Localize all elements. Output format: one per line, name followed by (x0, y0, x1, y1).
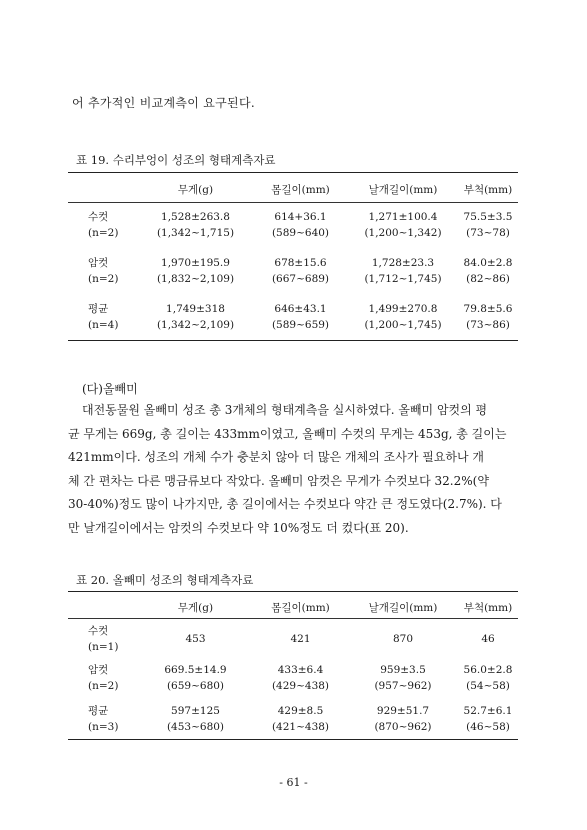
paragraph-line: 균 무게는 669g, 총 길이는 433mm이였고, 올빼미 수컷의 무게는 453g, 총 길이는 (68, 426, 507, 441)
table20-cell: 433±6.4 (429~438) (271, 664, 330, 692)
table20-row-label: 수컷 (n=1) (88, 625, 119, 653)
table20-cell: 46 (481, 633, 495, 645)
table20-caption: 표 20. 올빼미 성조의 형태계측자료 (76, 573, 254, 587)
table20-header-body-length: 몸길이(mm) (271, 602, 330, 614)
table20-cell: 421 (290, 633, 311, 645)
table19-header-weight: 무게(g) (177, 184, 214, 196)
table20-cell: 52.7±6.1 (46~58) (463, 705, 513, 733)
paragraph-line: 체 간 편차는 다른 맹금류보다 작았다. 올빼미 암컷은 무게가 수컷보다 32.2%(약 (68, 473, 489, 488)
table19-cell: 1,271±100.4 (1,200~1,342) (364, 211, 442, 239)
table19-cell: 1,970±195.9 (1,832~2,109) (156, 257, 235, 285)
table20-bottom-rule (68, 739, 518, 740)
table19-cell: 614+36.1 (589~640) (271, 211, 330, 239)
table20-cell: 959±3.5 (957~962) (374, 664, 432, 692)
table19-cell: 1,728±23.3 (1,712~1,745) (364, 257, 442, 285)
table19-cell: 1,499±270.8 (1,200~1,745) (364, 303, 442, 331)
paragraph-line: 421mm이다. 성조의 개체 수가 충분치 않아 더 많은 개체의 조사가 필요하나 개 (68, 450, 485, 465)
table20-row-label: 평균 (n=3) (88, 705, 119, 733)
paragraph-line: 만 날개길이에서는 암컷의 수컷보다 약 10%정도 더 컸다(표 20). (68, 520, 409, 535)
section-title: (다)올빼미 (82, 382, 138, 396)
table19-cell: 1,528±263.8 (1,342~1,715) (156, 211, 235, 239)
table19-cell: 1,749±318 (1,342~2,109) (156, 303, 235, 331)
table20-header-weight: 무게(g) (177, 602, 214, 614)
table19-row-label: 수컷 (n=2) (88, 211, 119, 239)
table20-cell: 429±8.5 (421~438) (271, 705, 330, 733)
table20-cell: 870 (392, 633, 414, 645)
table19-bottom-rule (68, 340, 518, 341)
table19-cell: 84.0±2.8 (82~86) (463, 257, 513, 285)
table20-row-label: 암컷 (n=2) (88, 664, 119, 692)
table20-header-rule (68, 618, 518, 619)
table19 (68, 172, 518, 342)
table19-cell: 646±43.1 (589~659) (271, 303, 330, 331)
page-number: - 61 - (279, 776, 308, 789)
table19-caption: 표 19. 수리부엉이 성조의 형태계측자료 (76, 153, 276, 167)
section-paragraph (68, 399, 518, 541)
table19-cell: 678±15.6 (667~689) (271, 257, 330, 285)
table20 (68, 591, 518, 741)
paragraph-line: 30-40%)정도 많이 나가지만, 총 길이에서는 수컷보다 약간 큰 정도였다(2.7%). 다 (68, 497, 502, 512)
table19-row-label: 평균 (n=4) (88, 303, 119, 331)
table19-row-label: 암컷 (n=2) (88, 257, 119, 285)
continuation-text: 어 추가적인 비교계측이 요구된다. (72, 96, 255, 110)
table20-cell: 929±51.7 (870~962) (374, 705, 432, 733)
table20-cell: 453 (185, 633, 206, 645)
table20-cell: 669.5±14.9 (659~680) (164, 664, 227, 692)
table20-top-rule (68, 591, 518, 592)
table19-top-rule (68, 172, 518, 173)
paragraph-line: 대전동물원 올빼미 성조 총 3개체의 형태계측을 실시하였다. 올빼미 암컷의 평 (82, 403, 488, 417)
table20-header-wing-length: 날개길이(mm) (368, 602, 438, 614)
table19-header-rule (68, 202, 518, 203)
table20-cell: 56.0±2.8 (54~58) (463, 664, 513, 692)
table20-header-tarsus: 부척(mm) (463, 602, 513, 614)
table19-header-tarsus: 부척(mm) (463, 184, 513, 196)
table20-cell: 597±125 (453~680) (166, 705, 225, 733)
table19-cell: 79.8±5.6 (73~86) (463, 303, 513, 331)
table19-cell: 75.5±3.5 (73~78) (463, 211, 513, 239)
table19-header-wing-length: 날개길이(mm) (368, 184, 438, 196)
table19-header-body-length: 몸길이(mm) (271, 184, 330, 196)
